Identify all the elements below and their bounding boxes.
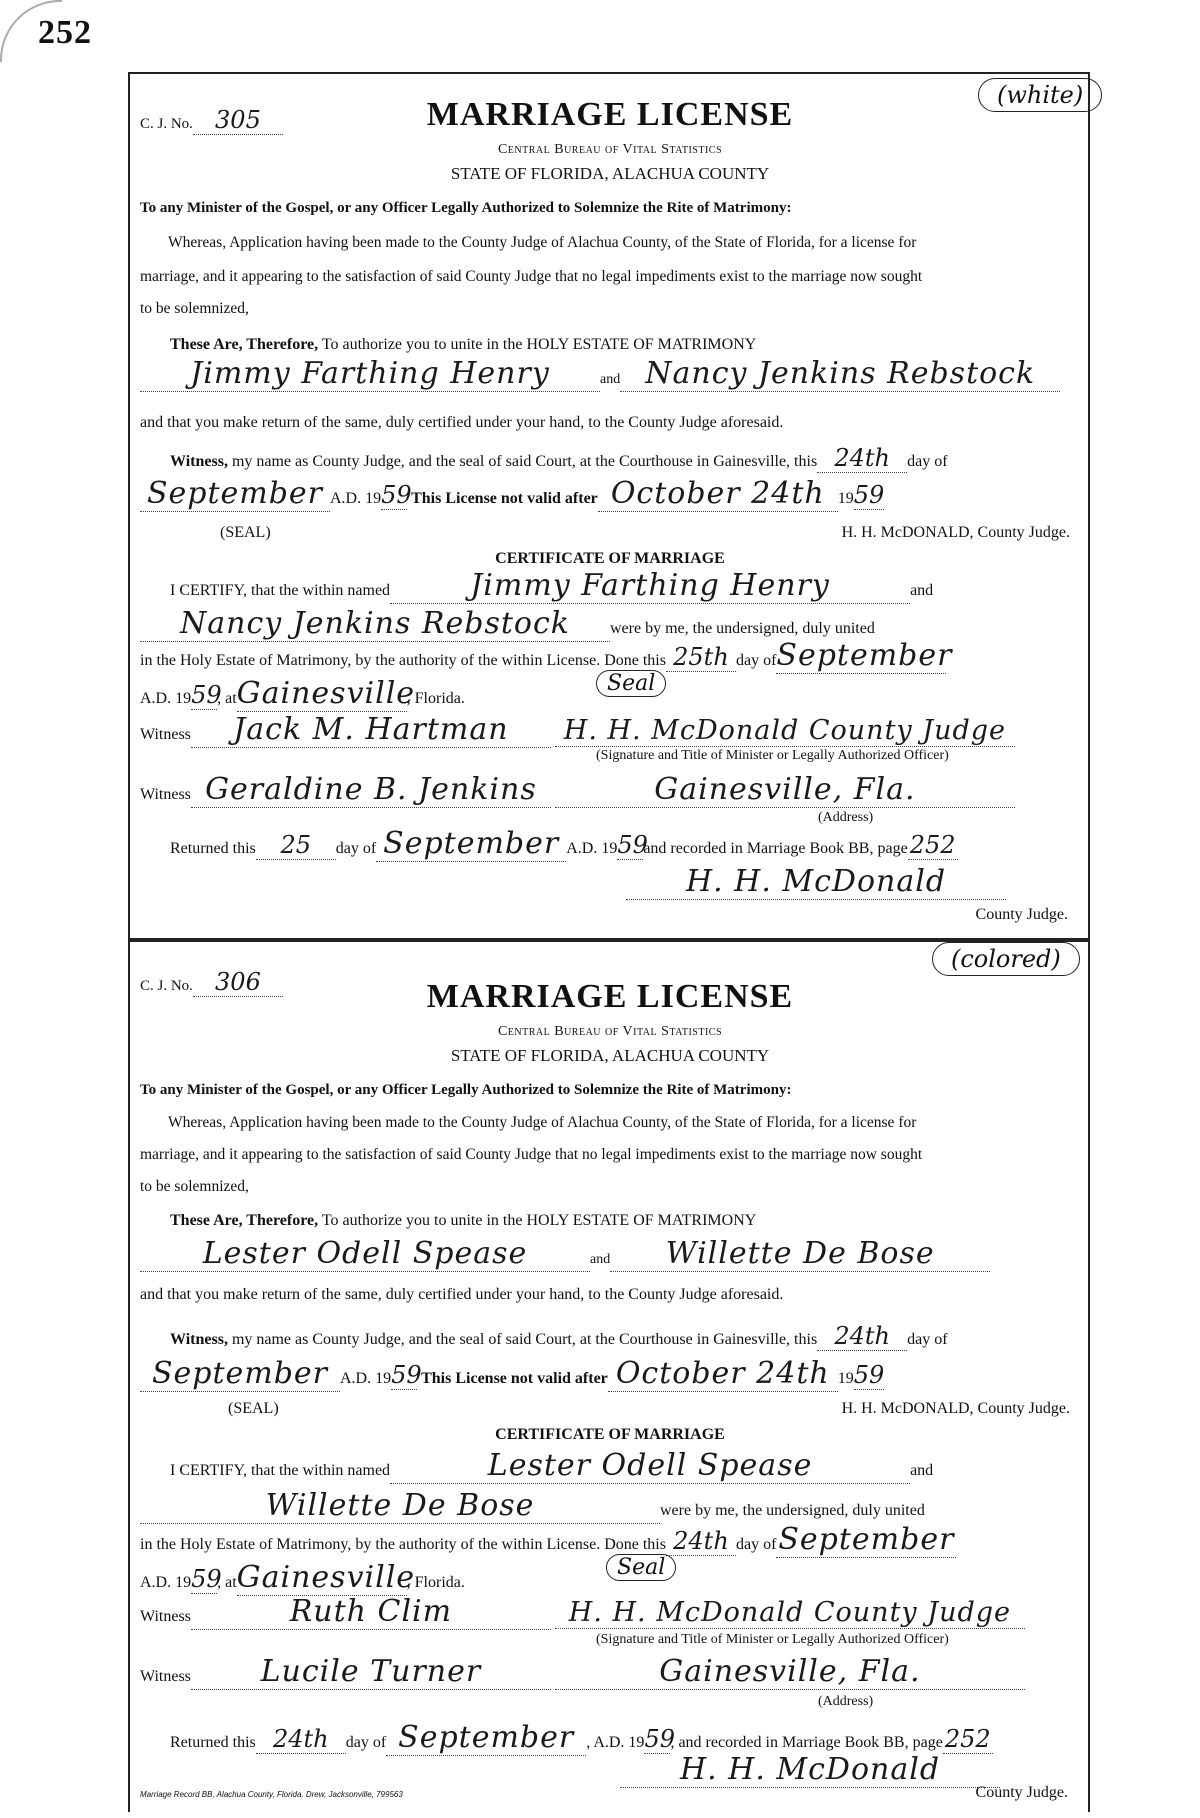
witness-line bbox=[140, 1322, 1080, 1351]
returned-day: 24th bbox=[256, 1725, 346, 1754]
whereas-line-2: marriage, and it appearing to the satisfaction of said County Judge that no legal impediments exist to the marriage now sought bbox=[140, 268, 923, 285]
and-word: and bbox=[600, 372, 621, 387]
returned-label: Returned this bbox=[170, 840, 256, 857]
not-valid-after: This License not valid after bbox=[421, 1370, 608, 1387]
whereas-line-1: Whereas, Application having been made to the County Judge of Alachua County, of the State of Florida, for a license for bbox=[168, 1114, 917, 1131]
done-year: 59 bbox=[191, 681, 222, 709]
witness-2-name: Geraldine B. Jenkins bbox=[191, 772, 551, 808]
issue-day: 24th bbox=[817, 444, 907, 473]
cert-groom-name: Jimmy Farthing Henry bbox=[390, 568, 910, 604]
whereas-line-3: to be solemnized, bbox=[140, 300, 249, 317]
issue-month: September bbox=[140, 476, 330, 512]
returned-row bbox=[140, 826, 1080, 862]
witness-label: Witness bbox=[140, 726, 191, 743]
at-word: , at bbox=[217, 1574, 237, 1591]
bureau-line: Central Bureau of Vital Statistics bbox=[497, 142, 723, 157]
recorded-text: , and recorded in Marriage Book BB, page bbox=[670, 1734, 943, 1751]
cert-and: and bbox=[910, 582, 934, 599]
these-are-bold: These Are, Therefore, bbox=[170, 336, 319, 353]
county-judge-name: H. H. McDONALD, County Judge. bbox=[841, 1400, 1070, 1417]
witness-2-row bbox=[140, 1654, 1080, 1690]
couple-names-row bbox=[140, 1236, 1080, 1272]
cj-number: 306 bbox=[193, 968, 283, 997]
address-caption: (Address) bbox=[818, 1694, 874, 1709]
certify-intro: I CERTIFY, that the within named bbox=[170, 1462, 391, 1479]
done-ad: A.D. 19 bbox=[140, 1574, 192, 1591]
seal-judge-row bbox=[140, 1400, 1080, 1418]
cj-number: 305 bbox=[193, 106, 283, 135]
signature-caption: (Signature and Title of Minister or Legally Authorized Officer) bbox=[596, 748, 949, 763]
done-day-of: day of bbox=[735, 652, 777, 669]
certify-row bbox=[140, 568, 1080, 604]
done-day-of: day of bbox=[735, 1536, 777, 1553]
seal-mark: Seal bbox=[606, 1554, 676, 1581]
done-month: September bbox=[778, 1522, 955, 1557]
clerk-signature-row bbox=[140, 1752, 1080, 1788]
seal-mark: Seal bbox=[596, 670, 666, 697]
witness-bold: Witness, bbox=[170, 1331, 228, 1348]
groom-name: Lester Odell Spease bbox=[140, 1236, 590, 1272]
witness-line bbox=[140, 444, 1080, 473]
race-note: (colored) bbox=[932, 942, 1080, 976]
and-word: and bbox=[590, 1252, 611, 1267]
witness-text: my name as County Judge, and the seal of said Court, at the Courthouse in Gainesville, this bbox=[231, 453, 818, 470]
expiry-date: October 24th bbox=[598, 476, 838, 512]
these-are-bold: These Are, Therefore, bbox=[170, 1212, 319, 1229]
expiry-prefix: 19 bbox=[837, 1370, 854, 1387]
marriage-license-305 bbox=[140, 81, 1084, 930]
witness-2-row bbox=[140, 772, 1080, 808]
book-page: 252 bbox=[908, 831, 958, 860]
witness-label-2: Witness bbox=[140, 786, 191, 803]
returned-month: September bbox=[376, 826, 566, 862]
cert-bride-row bbox=[140, 606, 1080, 642]
certify-row bbox=[140, 1448, 1080, 1484]
race-note: (white) bbox=[978, 78, 1102, 112]
cert-bride-name: Willette De Bose bbox=[140, 1488, 660, 1524]
state-county: STATE OF FLORIDA, ALACHUA COUNTY bbox=[450, 164, 770, 183]
address-caption: (Address) bbox=[818, 810, 874, 825]
holy-estate-row bbox=[140, 1522, 1080, 1558]
county-judge-name: H. H. McDONALD, County Judge. bbox=[841, 524, 1070, 541]
place-name: Gainesville bbox=[236, 676, 416, 711]
bride-name: Willette De Bose bbox=[610, 1236, 990, 1272]
groom-name: Jimmy Farthing Henry bbox=[140, 356, 600, 392]
certify-intro: I CERTIFY, that the within named bbox=[170, 582, 391, 599]
witness-2-name: Lucile Turner bbox=[191, 1654, 551, 1690]
cert-and: and bbox=[910, 1462, 934, 1479]
address-line: To any Minister of the Gospel, or any Officer Legally Authorized to Solemnize the Rite of Matrimony: bbox=[140, 1082, 792, 1098]
done-month: September bbox=[776, 638, 953, 673]
certificate-title: CERTIFICATE OF MARRIAGE bbox=[495, 550, 725, 567]
issue-date-row bbox=[140, 1356, 1080, 1392]
witness-1-name: Ruth Clim bbox=[191, 1594, 551, 1630]
state-county: STATE OF FLORIDA, ALACHUA COUNTY bbox=[450, 1046, 770, 1065]
these-are-line bbox=[140, 1212, 1080, 1230]
bureau-line: Central Bureau of Vital Statistics bbox=[497, 1024, 723, 1039]
cert-were: were by me, the undersigned, duly united bbox=[660, 1502, 925, 1519]
seal-judge-row bbox=[140, 524, 1080, 542]
these-are-line bbox=[140, 336, 1080, 354]
issue-date-row bbox=[140, 476, 1080, 512]
expiry-date: October 24th bbox=[608, 1356, 838, 1392]
whereas-line-2: marriage, and it appearing to the satisfaction of said County Judge that no legal impediments exist to the marriage now sought bbox=[140, 1146, 923, 1163]
page-number: 252 bbox=[38, 14, 92, 51]
footer-print-line: Marriage Record BB, Alachua County, Florida. Drew, Jacksonville, 799563 bbox=[140, 1790, 403, 1799]
florida-word: , Florida. bbox=[406, 1574, 465, 1591]
ad-prefix: A.D. 19 bbox=[330, 490, 382, 507]
returned-year: 59 bbox=[617, 831, 648, 859]
done-year: 59 bbox=[191, 1565, 222, 1593]
license-title: MARRIAGE LICENSE bbox=[426, 96, 794, 133]
marriage-license-306 bbox=[140, 945, 1080, 1808]
signature-caption: (Signature and Title of Minister or Legally Authorized Officer) bbox=[596, 1632, 949, 1647]
done-ad: A.D. 19 bbox=[140, 690, 192, 707]
these-are-text: To authorize you to unite in the HOLY ESTATE OF MATRIMONY bbox=[321, 1212, 757, 1229]
witness-label-2: Witness bbox=[140, 1668, 191, 1685]
return-line: and that you make return of the same, duly certified under your hand, to the County Judge aforesaid. bbox=[140, 1286, 784, 1303]
witness-text: my name as County Judge, and the seal of said Court, at the Courthouse in Gainesville, this bbox=[231, 1331, 818, 1348]
license-title: MARRIAGE LICENSE bbox=[426, 978, 794, 1015]
witness-1-row bbox=[140, 1594, 1080, 1630]
day-of: day of bbox=[907, 453, 948, 470]
seal-label: (SEAL) bbox=[220, 524, 271, 541]
expiry-prefix: 19 bbox=[837, 490, 854, 507]
officer-address: Gainesville, Fla. bbox=[555, 772, 1015, 808]
expiry-year: 59 bbox=[853, 481, 885, 509]
issue-month: September bbox=[140, 1356, 340, 1392]
cj-label: C. J. No. bbox=[140, 978, 193, 994]
ad-prefix: A.D. 19 bbox=[340, 1370, 392, 1387]
expiry-year: 59 bbox=[853, 1361, 885, 1389]
holy-estate-text: in the Holy Estate of Matrimony, by the authority of the within License. Done this bbox=[140, 652, 666, 669]
holy-estate-text: in the Holy Estate of Matrimony, by the authority of the within License. Done this bbox=[140, 1536, 666, 1553]
done-day: 25th bbox=[666, 643, 736, 672]
officer-signature: H. H. McDonald County Judge bbox=[555, 1597, 1025, 1629]
officer-signature: H. H. McDonald County Judge bbox=[555, 715, 1015, 747]
issue-year: 59 bbox=[381, 481, 412, 509]
witness-1-row bbox=[140, 712, 1080, 748]
witness-1-name: Jack M. Hartman bbox=[191, 712, 551, 748]
returned-label: Returned this bbox=[170, 1734, 256, 1751]
not-valid-after: This License not valid after bbox=[411, 490, 598, 507]
day-of: day of bbox=[907, 1331, 948, 1348]
florida-word: , Florida. bbox=[406, 690, 465, 707]
holy-estate-row bbox=[140, 638, 1080, 674]
cert-bride-row bbox=[140, 1488, 1080, 1524]
county-judge-label: County Judge. bbox=[975, 1784, 1068, 1801]
place-name: Gainesville bbox=[236, 1560, 416, 1595]
cert-were: were by me, the undersigned, duly united bbox=[610, 620, 875, 637]
at-word: , at bbox=[217, 690, 237, 707]
done-day: 24th bbox=[666, 1527, 736, 1556]
book-page: 252 bbox=[943, 1725, 993, 1754]
recorded-text: and recorded in Marriage Book BB, page bbox=[643, 840, 908, 857]
address-line: To any Minister of the Gospel, or any Officer Legally Authorized to Solemnize the Rite of Matrimony: bbox=[140, 200, 792, 216]
cert-bride-name: Nancy Jenkins Rebstock bbox=[140, 606, 610, 642]
witness-label: Witness bbox=[140, 1608, 191, 1625]
cert-groom-name: Lester Odell Spease bbox=[390, 1448, 910, 1484]
returned-day: 25 bbox=[256, 831, 336, 860]
certificate-title: CERTIFICATE OF MARRIAGE bbox=[495, 1426, 725, 1443]
bride-name: Nancy Jenkins Rebstock bbox=[620, 356, 1060, 392]
issue-year: 59 bbox=[391, 1361, 422, 1389]
returned-month: September bbox=[386, 1720, 586, 1756]
return-line: and that you make return of the same, duly certified under your hand, to the County Judge aforesaid. bbox=[140, 414, 784, 431]
issue-day: 24th bbox=[817, 1322, 907, 1351]
clerk-signature: H. H. McDonald bbox=[620, 1752, 1000, 1788]
whereas-line-3: to be solemnized, bbox=[140, 1178, 249, 1195]
returned-ad: A.D. 19 bbox=[566, 840, 618, 857]
returned-day-of: day of bbox=[345, 1734, 387, 1751]
returned-row bbox=[140, 1720, 1080, 1756]
county-judge-label: County Judge. bbox=[975, 906, 1068, 923]
these-are-text: To authorize you to unite in the HOLY ESTATE OF MATRIMONY bbox=[321, 336, 757, 353]
seal-label: (SEAL) bbox=[228, 1400, 279, 1417]
whereas-line-1: Whereas, Application having been made to the County Judge of Alachua County, of the State of Florida, for a license for bbox=[168, 234, 917, 251]
returned-year: 59 bbox=[644, 1725, 675, 1753]
couple-names-row bbox=[140, 356, 1080, 392]
witness-bold: Witness, bbox=[170, 453, 228, 470]
returned-ad: , A.D. 19 bbox=[586, 1734, 645, 1751]
clerk-signature-row bbox=[140, 864, 1080, 900]
returned-day-of: day of bbox=[335, 840, 377, 857]
clerk-signature: H. H. McDonald bbox=[626, 864, 1006, 900]
officer-address: Gainesville, Fla. bbox=[555, 1654, 1025, 1690]
cj-label: C. J. No. bbox=[140, 116, 193, 132]
